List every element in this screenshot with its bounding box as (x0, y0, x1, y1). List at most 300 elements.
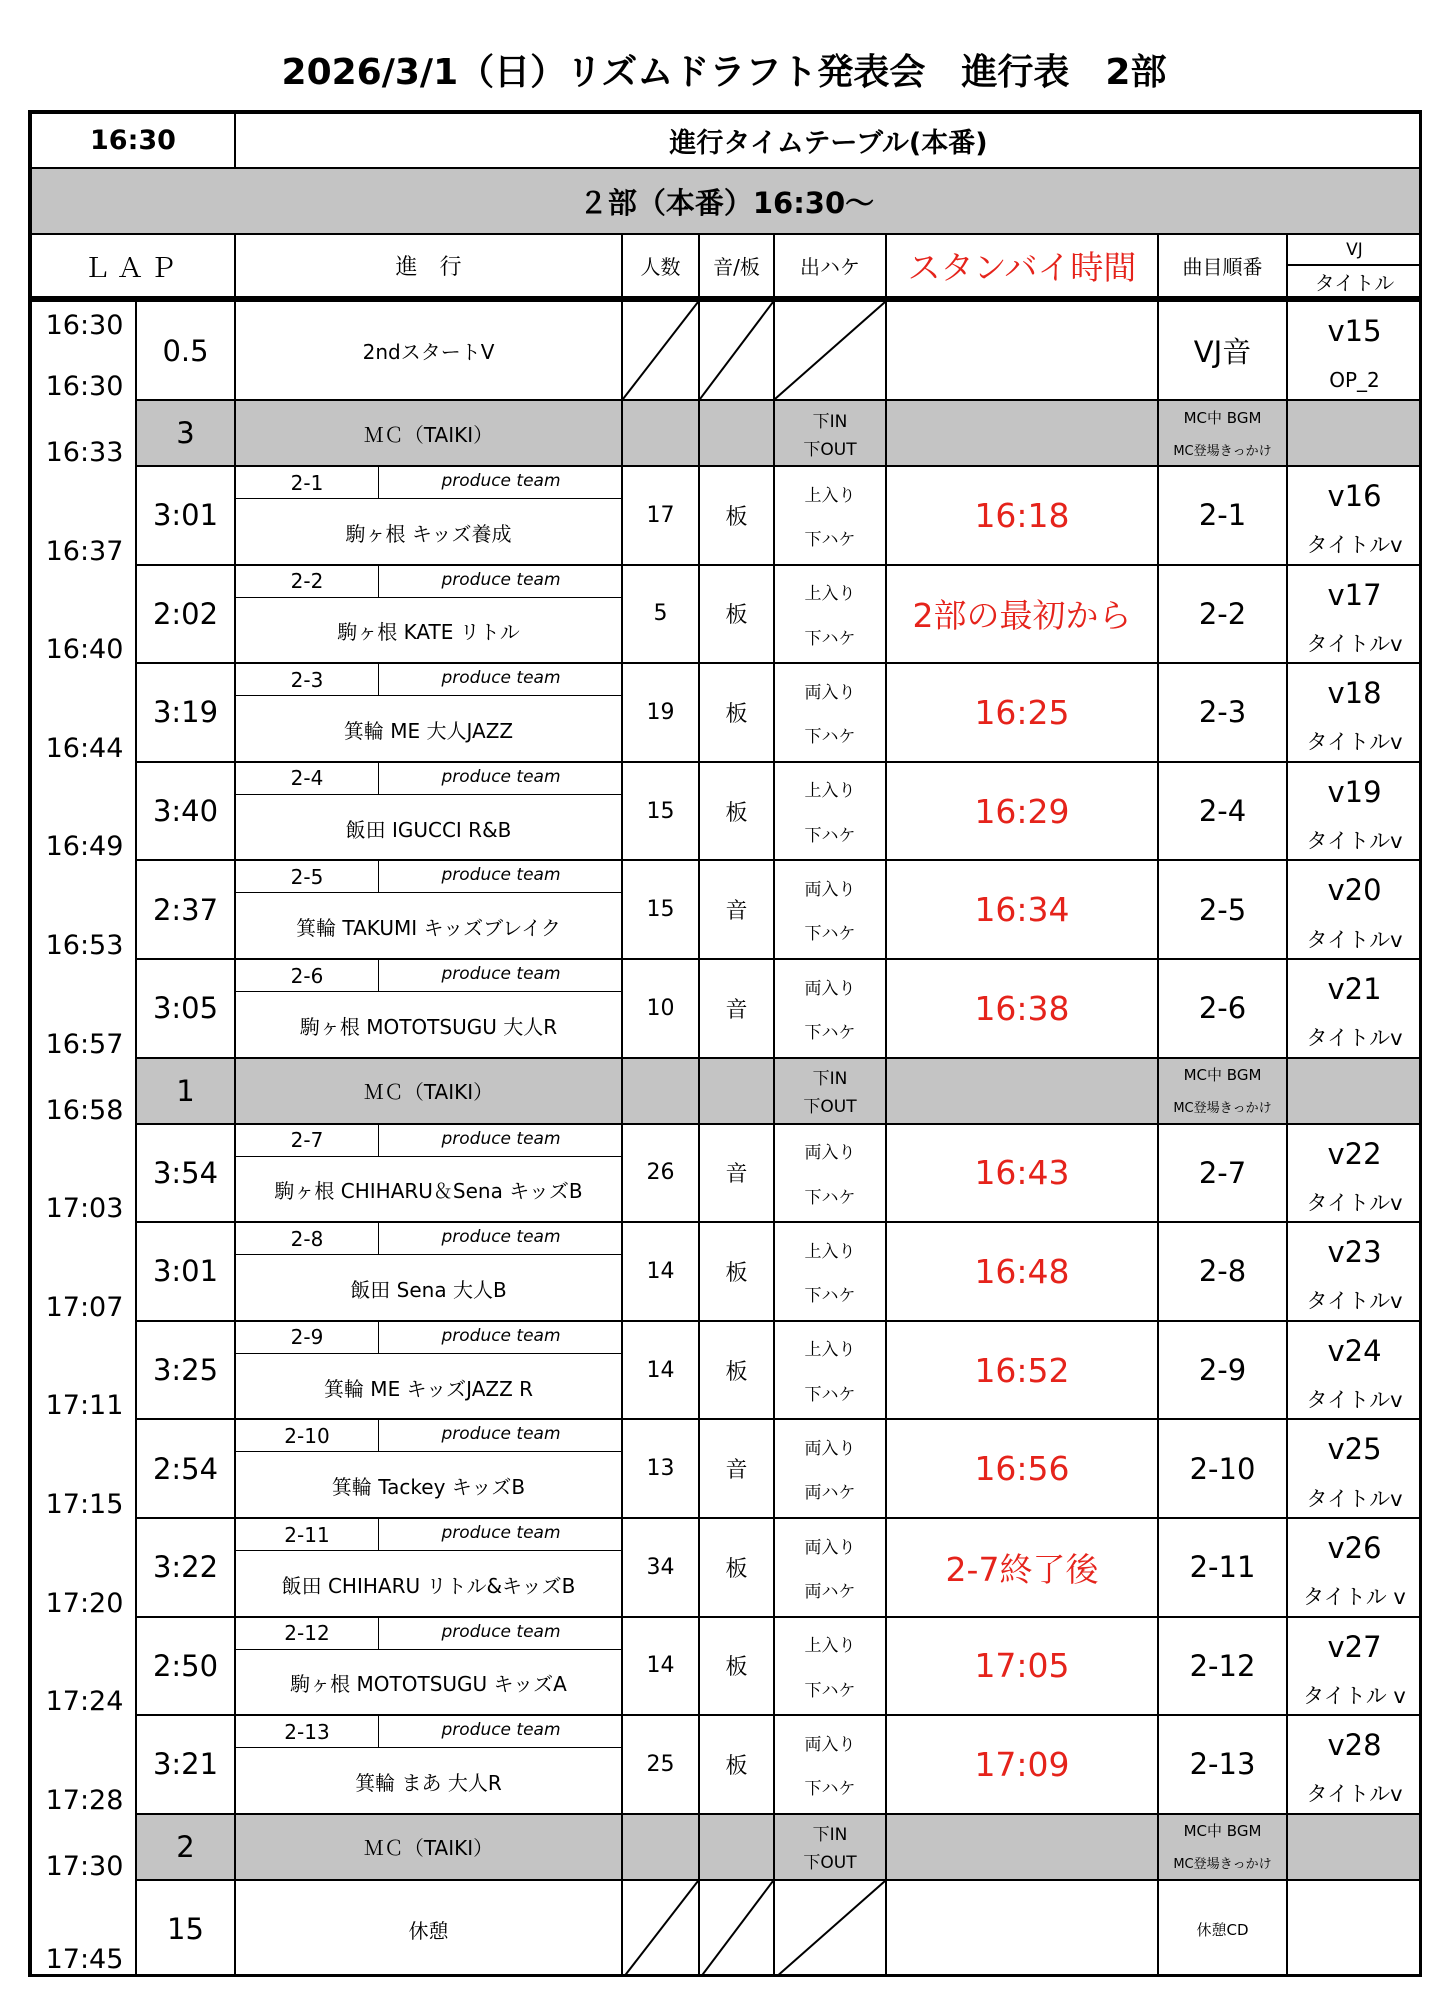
col-progress-label: 進 行 (395, 255, 462, 280)
song-order: 2-11 (1189, 1550, 1256, 1585)
sound-board-cell (699, 1124, 774, 1223)
standby-time: 16:43 (974, 1153, 1070, 1193)
header-title-cell (235, 113, 1422, 168)
section-title: ２部（本番）16:30〜 (578, 185, 875, 220)
entry-direction: 両入り (804, 682, 856, 703)
sound-board-value: 音 (725, 1162, 748, 1188)
vj-title: タイトルv (1306, 730, 1403, 755)
lap-value: 3 (176, 416, 195, 450)
song-order: 2-7 (1198, 1155, 1247, 1190)
exit-direction: 下ハケ (804, 924, 856, 945)
col-sound-board (699, 234, 774, 297)
vj-cell (1287, 1518, 1422, 1617)
order-cell (1158, 1518, 1287, 1617)
standby-cell (886, 1715, 1158, 1814)
people-cell (622, 860, 699, 959)
progress-name: ＭＣ（TAIKI） (363, 422, 494, 447)
performance-number: 2-11 (236, 1519, 379, 1550)
lap-cell (136, 1715, 235, 1814)
sound-board-cell (699, 1617, 774, 1716)
lap-value: 3:01 (152, 498, 219, 533)
performance-number: 2-7 (236, 1125, 379, 1156)
section-title-cell (31, 168, 1422, 234)
sound-board-cell (699, 1321, 774, 1420)
vj-cell (1287, 1715, 1422, 1814)
lap-cell (136, 860, 235, 959)
exit-direction: 下ハケ (804, 1779, 856, 1800)
produce-team-tag: produce team (441, 1621, 561, 1642)
mc-cue-note: MC登場きっかけ (1173, 1857, 1272, 1873)
sound-board-value: 音 (725, 997, 748, 1023)
standby-time: 17:09 (974, 1744, 1070, 1784)
sound-board-value: 板 (725, 504, 748, 530)
people-cell (622, 1814, 699, 1880)
song-order: 2-1 (1198, 498, 1247, 533)
standby-cell (886, 301, 1158, 400)
people-count: 34 (646, 1554, 675, 1580)
slash-mark (700, 302, 773, 399)
exit-cell (774, 1814, 886, 1880)
col-vj-label: VJ (1346, 239, 1363, 260)
schedule-table (28, 110, 1422, 1977)
lap-value: 3:21 (152, 1747, 219, 1782)
produce-team-tag: produce team (441, 1325, 561, 1346)
clock-time: 16:58 (45, 1094, 124, 1126)
lap-value: 3:19 (152, 695, 219, 730)
vj-code: v15 (1327, 314, 1382, 349)
people-cell (622, 663, 699, 762)
sound-board-cell (699, 466, 774, 565)
col-order-label: 曲目順番 (1182, 255, 1263, 279)
exit-cell (774, 1124, 886, 1223)
col-title (1287, 265, 1422, 297)
vj-title: タイトルv (1306, 1026, 1403, 1051)
sound-board-cell (699, 1814, 774, 1880)
vj-cell (1287, 466, 1422, 565)
exit-direction: 下OUT (803, 1097, 857, 1118)
progress-cell (235, 1880, 622, 1977)
clock-time: 17:20 (45, 1587, 124, 1619)
page-title: 2026/3/1（日）リズムドラフト発表会 進行表 2部 (281, 52, 1167, 93)
lap-cell (136, 1518, 235, 1617)
exit-direction: 下ハケ (804, 825, 856, 846)
vj-cell (1287, 565, 1422, 664)
performance-name: 飯田 CHIHARU リトル&キッズB (281, 1573, 576, 1598)
progress-cell (235, 663, 622, 762)
people-cell (622, 959, 699, 1058)
vj-cell (1287, 400, 1422, 466)
vj-code: v20 (1327, 873, 1382, 908)
lap-value: 3:05 (152, 991, 219, 1026)
produce-team-tag: produce team (441, 569, 561, 590)
clock-time: 17:24 (45, 1686, 124, 1718)
order-cell (1158, 1715, 1287, 1814)
vj-cell (1287, 1880, 1422, 1977)
sound-board-value: 板 (725, 1260, 748, 1286)
vj-code: v28 (1327, 1728, 1382, 1763)
performance-number: 2-9 (236, 1322, 379, 1353)
exit-cell (774, 1321, 886, 1420)
produce-team-tag: produce team (441, 1128, 561, 1149)
exit-cell (774, 565, 886, 664)
clock-time: 17:11 (45, 1390, 124, 1422)
song-order: 休憩CD (1196, 1920, 1249, 1939)
lap-value: 2 (176, 1829, 195, 1864)
performance-name: 箕輪 まあ 大人R (355, 1770, 502, 1795)
col-lap-label: ＬＡＰ (83, 253, 183, 284)
entry-direction: 上入り (804, 1241, 856, 1262)
clock-time: 17:30 (45, 1850, 124, 1882)
produce-team-tag: produce team (441, 1424, 561, 1445)
standby-time: 16:38 (974, 988, 1070, 1028)
sound-board-cell (699, 400, 774, 466)
lap-value: 2:50 (152, 1648, 219, 1683)
col-title-label: タイトル (1314, 270, 1395, 295)
exit-direction: 下ハケ (804, 1187, 856, 1208)
produce-team-tag: produce team (441, 964, 561, 984)
song-order: 2-13 (1189, 1747, 1256, 1782)
progress-cell (235, 959, 622, 1058)
progress-cell (235, 1617, 622, 1716)
exit-cell (774, 400, 886, 466)
people-cell (622, 1124, 699, 1223)
lap-cell (136, 1419, 235, 1518)
col-standby (886, 234, 1158, 297)
exit-direction: 下ハケ (804, 1384, 856, 1405)
standby-time: 16:25 (974, 692, 1070, 732)
exit-direction: 下ハケ (804, 628, 856, 649)
progress-cell (235, 1419, 622, 1518)
vj-code: v18 (1327, 676, 1382, 711)
lap-value: 3:22 (152, 1550, 219, 1585)
vj-title: OP_2 (1329, 367, 1380, 392)
order-cell (1158, 1880, 1287, 1977)
people-count: 13 (646, 1456, 675, 1482)
standby-cell (886, 466, 1158, 565)
clock-time: 16:57 (45, 1028, 124, 1060)
entry-direction: 両入り (804, 1734, 856, 1755)
exit-direction: 下ハケ (804, 529, 856, 550)
people-count: 17 (646, 502, 675, 528)
people-cell (622, 1715, 699, 1814)
vj-title: タイトルv (1306, 927, 1403, 952)
performance-name: 箕輪 TAKUMI キッズブレイク (296, 916, 561, 941)
standby-time: 16:18 (974, 495, 1070, 535)
lap-cell (136, 1124, 235, 1223)
exit-direction: 下OUT (803, 1853, 857, 1874)
lap-cell (136, 1222, 235, 1321)
entry-direction: 上入り (804, 1340, 856, 1361)
exit-direction: 下ハケ (804, 1680, 856, 1701)
progress-cell (235, 1222, 622, 1321)
col-order (1158, 234, 1287, 297)
song-order: VJ音 (1193, 335, 1252, 369)
progress-name: ＭＣ（TAIKI） (363, 1836, 494, 1861)
sound-board-cell (699, 1715, 774, 1814)
exit-cell (774, 1880, 886, 1977)
clock-time: 16:40 (45, 634, 124, 666)
lap-cell (136, 301, 235, 400)
vj-code: v22 (1327, 1136, 1382, 1171)
mc-cue-note: MC登場きっかけ (1173, 443, 1272, 459)
entry-direction: 上入り (804, 781, 856, 802)
sound-board-cell (699, 1222, 774, 1321)
exit-cell (774, 1715, 886, 1814)
performance-number: 2-2 (236, 566, 379, 597)
produce-team-tag: produce team (441, 1720, 561, 1741)
mc-bgm-note: MC中 BGM (1183, 408, 1262, 427)
standby-cell (886, 959, 1158, 1058)
progress-cell (235, 1715, 622, 1814)
col-standby-label: スタンバイ時間 (907, 248, 1137, 287)
sound-board-cell (699, 301, 774, 400)
vj-title: タイトルv (1306, 1289, 1403, 1314)
slash-mark (775, 1881, 885, 1977)
standby-cell (886, 1617, 1158, 1716)
progress-name: ＭＣ（TAIKI） (363, 1080, 494, 1105)
progress-name: 休憩 (408, 1918, 449, 1943)
standby-cell (886, 1419, 1158, 1518)
vj-code: v25 (1327, 1432, 1382, 1467)
performance-number: 2-13 (236, 1716, 379, 1747)
clock-time: 17:28 (45, 1784, 124, 1816)
exit-direction: 下ハケ (804, 1022, 856, 1043)
song-order: 2-10 (1189, 1451, 1256, 1486)
col-people (622, 234, 699, 297)
lap-cell (136, 565, 235, 664)
people-count: 5 (653, 601, 668, 627)
performance-name: 箕輪 ME キッズJAZZ R (323, 1376, 534, 1401)
order-cell (1158, 1419, 1287, 1518)
progress-cell (235, 1058, 622, 1124)
clock-time: 16:37 (45, 535, 124, 567)
lap-cell (136, 1880, 235, 1977)
sound-board-cell (699, 959, 774, 1058)
sound-board-cell (699, 1518, 774, 1617)
clock-time: 16:33 (45, 437, 124, 468)
vj-code: v27 (1327, 1629, 1382, 1664)
header-start-time: 16:30 (90, 125, 176, 156)
mc-bgm-note: MC中 BGM (1183, 1822, 1262, 1841)
vj-cell (1287, 959, 1422, 1058)
lap-cell (136, 1058, 235, 1124)
vj-cell (1287, 1124, 1422, 1223)
exit-direction: 下ハケ (804, 1286, 856, 1307)
people-count: 14 (646, 1653, 675, 1679)
exit-cell (774, 1058, 886, 1124)
entry-direction: 両入り (804, 880, 856, 901)
order-cell (1158, 762, 1287, 861)
produce-team-tag: produce team (441, 766, 561, 787)
vj-code: v26 (1327, 1530, 1382, 1565)
people-cell (622, 1518, 699, 1617)
progress-cell (235, 1321, 622, 1420)
performance-number: 2-1 (236, 467, 379, 498)
slash-mark (623, 1881, 698, 1977)
exit-cell (774, 301, 886, 400)
clock-time: 16:30 (45, 310, 124, 341)
people-cell (622, 1617, 699, 1716)
performance-number: 2-8 (236, 1223, 379, 1254)
table-title: 進行タイムテーブル(本番) (669, 128, 988, 159)
order-cell (1158, 663, 1287, 762)
vj-cell (1287, 762, 1422, 861)
standby-time: 2部の最初から (912, 596, 1132, 636)
slash-mark (700, 1881, 773, 1977)
lap-value: 3:40 (152, 794, 219, 829)
col-sound-board-label: 音/板 (713, 255, 760, 279)
sound-board-cell (699, 762, 774, 861)
performance-number: 2-4 (236, 763, 379, 794)
lap-cell (136, 1617, 235, 1716)
standby-cell (886, 1222, 1158, 1321)
progress-name: 2ndスタートV (362, 340, 495, 364)
entry-direction: 下IN (812, 1069, 848, 1090)
vj-title: タイトルv (1306, 829, 1403, 854)
col-progress (235, 234, 622, 297)
standby-cell (886, 1518, 1158, 1617)
song-order: 2-4 (1198, 794, 1247, 829)
lap-value: 2:02 (152, 596, 219, 631)
lap-value: 2:54 (152, 1451, 219, 1486)
sound-board-value: 板 (725, 1753, 748, 1779)
sound-board-value: 音 (725, 899, 748, 925)
lap-cell (136, 1814, 235, 1880)
standby-time: 16:29 (974, 791, 1070, 831)
progress-cell (235, 1518, 622, 1617)
vj-title: タイトルv (1306, 631, 1403, 656)
vj-cell (1287, 1617, 1422, 1716)
performance-name: 飯田 Sena 大人B (350, 1277, 507, 1302)
order-cell (1158, 565, 1287, 664)
order-cell (1158, 1222, 1287, 1321)
performance-number: 2-6 (236, 960, 379, 991)
sound-board-cell (699, 1419, 774, 1518)
vj-code: v19 (1327, 774, 1382, 809)
exit-direction: 両ハケ (804, 1581, 856, 1602)
entry-direction: 両入り (804, 1439, 856, 1460)
standby-cell (886, 1058, 1158, 1124)
sound-board-cell (699, 860, 774, 959)
entry-direction: 両入り (804, 978, 856, 999)
order-cell (1158, 860, 1287, 959)
standby-time: 16:52 (974, 1350, 1070, 1390)
sound-board-cell (699, 1058, 774, 1124)
standby-cell (886, 1124, 1158, 1223)
standby-cell (886, 1880, 1158, 1977)
performance-number: 2-12 (236, 1618, 379, 1649)
sound-board-cell (699, 663, 774, 762)
vj-cell (1287, 301, 1422, 400)
people-count: 26 (646, 1160, 675, 1186)
lap-value: 3:54 (152, 1155, 219, 1190)
people-count: 14 (646, 1357, 675, 1383)
sound-board-cell (699, 565, 774, 664)
standby-cell (886, 400, 1158, 466)
lap-value: 2:37 (152, 892, 219, 927)
song-order: 2-12 (1189, 1648, 1256, 1683)
vj-code: v24 (1327, 1333, 1382, 1368)
clock-time: 17:15 (45, 1489, 124, 1520)
header-start-time-cell (31, 113, 235, 168)
lap-value: 1 (176, 1073, 195, 1108)
sound-board-value: 板 (725, 1556, 748, 1582)
entry-direction: 上入り (804, 1636, 856, 1657)
exit-direction: 両ハケ (804, 1483, 856, 1504)
people-count: 10 (646, 995, 675, 1021)
times-column (31, 301, 136, 1977)
song-order: 2-2 (1198, 596, 1247, 631)
lap-value: 0.5 (162, 333, 209, 368)
lap-cell (136, 959, 235, 1058)
exit-cell (774, 466, 886, 565)
vj-cell (1287, 1058, 1422, 1124)
vj-cell (1287, 1419, 1422, 1518)
entry-direction: 両入り (804, 1537, 856, 1558)
col-lap (31, 234, 235, 297)
standby-time: 2-7終了後 (945, 1549, 1099, 1589)
lap-cell (136, 400, 235, 466)
performance-number: 2-5 (236, 861, 379, 892)
sound-board-value: 板 (725, 701, 748, 727)
exit-cell (774, 762, 886, 861)
entry-direction: 下IN (812, 1825, 848, 1846)
vj-cell (1287, 1814, 1422, 1880)
order-cell (1158, 959, 1287, 1058)
vj-cell (1287, 663, 1422, 762)
produce-team-tag: produce team (441, 471, 561, 491)
order-cell (1158, 1617, 1287, 1716)
people-cell (622, 1321, 699, 1420)
song-order: 2-9 (1198, 1353, 1247, 1388)
vj-cell (1287, 1222, 1422, 1321)
sound-board-value: 板 (725, 800, 748, 826)
mc-bgm-note: MC中 BGM (1183, 1066, 1262, 1085)
song-order: 2-5 (1198, 892, 1247, 927)
exit-cell (774, 1419, 886, 1518)
performance-name: 駒ヶ根 キッズ養成 (345, 521, 512, 546)
produce-team-tag: produce team (441, 865, 561, 886)
produce-team-tag: produce team (441, 1227, 561, 1248)
progress-cell (235, 762, 622, 861)
performance-name: 駒ヶ根 CHIHARU＆Sena キッズB (274, 1179, 583, 1204)
vj-cell (1287, 860, 1422, 959)
vj-title: タイトル v (1303, 1585, 1406, 1610)
standby-time: 16:48 (974, 1251, 1070, 1291)
col-exit (774, 234, 886, 297)
order-cell (1158, 466, 1287, 565)
slash-mark (623, 302, 698, 399)
progress-cell (235, 1124, 622, 1223)
entry-direction: 両入り (804, 1143, 856, 1164)
entry-direction: 上入り (804, 485, 856, 506)
standby-cell (886, 1814, 1158, 1880)
sound-board-value: 板 (725, 603, 748, 629)
progress-cell (235, 860, 622, 959)
col-exit-label: 出ハケ (800, 255, 860, 279)
lap-value: 3:01 (152, 1254, 219, 1289)
entry-direction: 下IN (812, 411, 848, 432)
performance-name: 箕輪 Tackey キッズB (331, 1475, 526, 1500)
lap-cell (136, 663, 235, 762)
vj-cell (1287, 1321, 1422, 1420)
song-order: 2-3 (1198, 695, 1247, 730)
song-order: 2-6 (1198, 991, 1247, 1026)
vj-code: v21 (1327, 971, 1382, 1006)
vj-title: タイトルv (1306, 1190, 1403, 1215)
mc-cue-note: MC登場きっかけ (1173, 1101, 1272, 1117)
people-count: 14 (646, 1258, 675, 1284)
